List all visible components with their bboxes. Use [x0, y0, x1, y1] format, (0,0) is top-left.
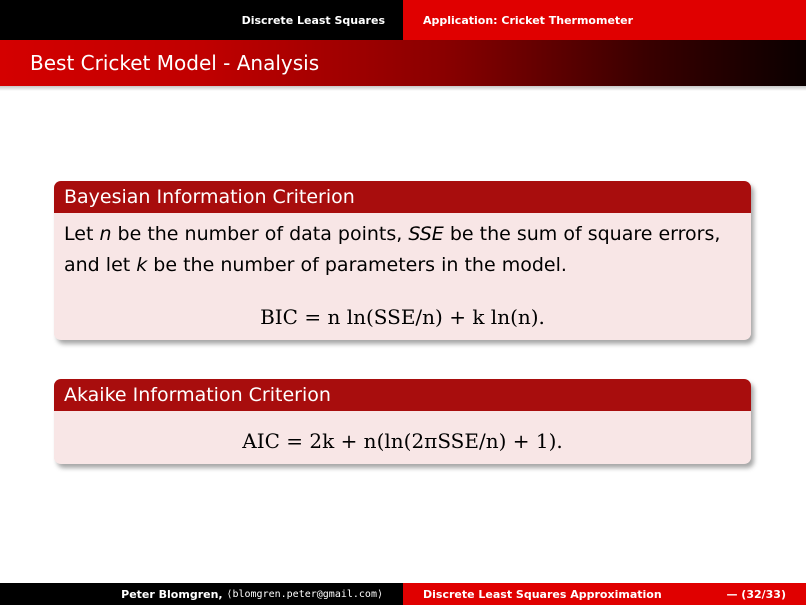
bic-text-part: be the sum of square errors, and let — [64, 223, 721, 276]
aic-formula: AIC = 2k + n(ln(2πSSE/n) + 1). — [242, 429, 563, 453]
bic-formula: BIC = n ln(SSE/n) + k ln(n). — [260, 305, 545, 329]
footer-author: Peter Blomgren, — [121, 587, 223, 601]
nav-subsection-link[interactable] — [403, 0, 806, 40]
bic-description — [64, 219, 741, 281]
footer-talk-title: Discrete Least Squares Approximation — [423, 587, 662, 601]
aic-block-header — [54, 379, 751, 411]
bic-symbol-k: k — [136, 254, 148, 276]
aic-block-title: Akaike Information Criterion — [64, 384, 331, 406]
bic-text-part: be the number of parameters in the model. — [147, 254, 567, 276]
bic-text-part: Let — [64, 223, 100, 245]
bic-block-title: Bayesian Information Criterion — [64, 186, 355, 208]
bic-symbol-n: n — [99, 223, 112, 245]
footer-bar — [0, 583, 806, 605]
bic-block-header — [54, 181, 751, 213]
frame-title-bar — [0, 40, 806, 86]
title-bar-shadow — [0, 86, 806, 91]
footer-title-section — [403, 583, 806, 605]
aic-block — [54, 379, 751, 464]
footer-author-section — [0, 583, 403, 605]
footer-email: ⟨blomgren.peter@gmail.com⟩ — [226, 588, 383, 600]
bic-symbol-sse: SSE — [408, 223, 444, 245]
frame-title: Best Cricket Model - Analysis — [30, 51, 320, 75]
bic-block-body — [54, 213, 751, 339]
footer-page-number: — (32/33) — [726, 587, 786, 601]
aic-block-body — [54, 411, 751, 463]
top-navigation-bar — [0, 0, 806, 40]
bic-text-part: be the number of data points, — [111, 223, 409, 245]
nav-section-link[interactable] — [0, 0, 403, 40]
nav-section-label: Discrete Least Squares — [241, 13, 385, 27]
bic-block — [54, 181, 751, 340]
nav-subsection-label: Application: Cricket Thermometer — [423, 13, 634, 27]
